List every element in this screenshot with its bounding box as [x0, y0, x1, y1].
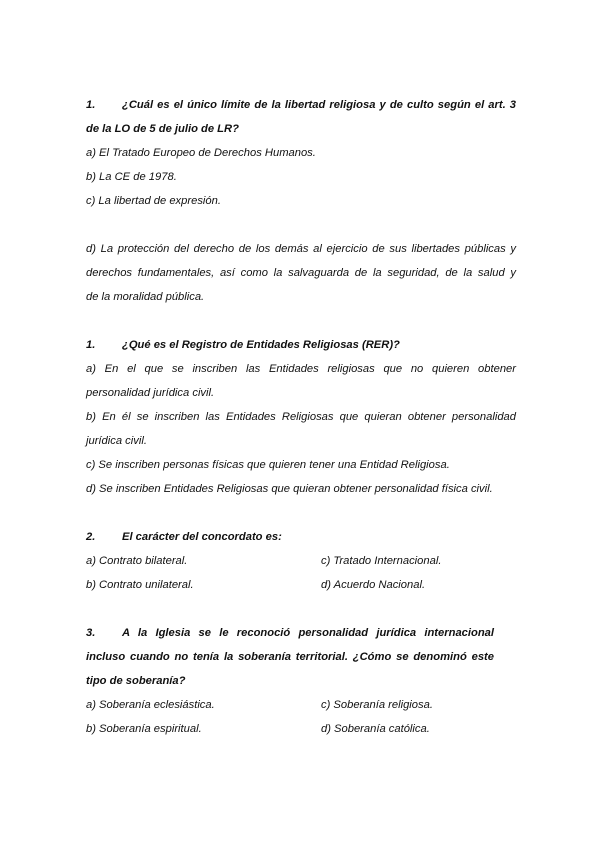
- question-2-option-a-line-1: a) En el que se inscriben las Entidades religiosas que no quieren obtener: [86, 363, 516, 375]
- question-3-option-b: b) Contrato unilateral.: [86, 579, 194, 591]
- question-1-line-1: [86, 98, 516, 112]
- question-1-line-2: de la LO de 5 de julio de LR?: [86, 123, 239, 135]
- question-2-number: 1.: [86, 339, 96, 351]
- question-2-option-a-line-2: personalidad jurídica civil.: [86, 387, 215, 399]
- question-4-number: 3.: [86, 627, 96, 639]
- question-2-text: ¿Qué es el Registro de Entidades Religiosas (RER)?: [122, 339, 400, 351]
- question-1-option-d-line-1: d) La protección del derecho de los demás al ejercicio de sus libertades públicas y: [86, 243, 516, 255]
- question-2-option-b-line-1: b) En él se inscriben las Entidades Religiosas que quieran obtener personalidad: [86, 411, 516, 423]
- question-4-option-d: d) Soberanía católica.: [321, 723, 430, 735]
- question-3-option-d: d) Acuerdo Nacional.: [321, 579, 426, 591]
- question-1-option-d-line-3: de la moralidad pública.: [86, 291, 205, 303]
- question-4-option-b: b) Soberanía espiritual.: [86, 723, 202, 735]
- question-4-option-c: c) Soberanía religiosa.: [321, 699, 433, 711]
- question-1-option-a: a) El Tratado Europeo de Derechos Humanos.: [86, 147, 316, 159]
- question-3-option-a: a) Contrato bilateral.: [86, 555, 188, 567]
- question-2-option-d: d) Se inscriben Entidades Religiosas que quieran obtener personalidad física civil.: [86, 483, 493, 495]
- question-1-option-d-line-2: derechos fundamentales, así como la salvaguarda de la seguridad, de la salud y: [86, 267, 516, 279]
- question-3-option-c: c) Tratado Internacional.: [321, 555, 442, 567]
- question-4-line-3: tipo de soberanía?: [86, 675, 186, 687]
- question-4-option-a: a) Soberanía eclesiástica.: [86, 699, 215, 711]
- question-4-text: A la Iglesia se le reconoció personalidad jurídica internacional: [122, 627, 494, 639]
- question-1-number: 1.: [86, 99, 96, 111]
- question-1-option-b: b) La CE de 1978.: [86, 171, 177, 183]
- question-3-text: El carácter del concordato es:: [122, 531, 282, 543]
- question-2-option-b-line-2: jurídica civil.: [86, 435, 147, 447]
- question-1-option-c: c) La libertad de expresión.: [86, 195, 221, 207]
- question-3-line-1: [86, 530, 516, 544]
- question-4-line-2: incluso cuando no tenía la soberanía territorial. ¿Cómo se denominó este: [86, 651, 494, 663]
- question-3-number: 2.: [86, 531, 96, 543]
- question-1-text: ¿Cuál es el único límite de la libertad religiosa y de culto según el art. 3: [122, 99, 516, 111]
- question-4-line-1: [86, 626, 494, 640]
- question-2-option-c: c) Se inscriben personas físicas que quieren tener una Entidad Religiosa.: [86, 459, 450, 471]
- question-2-line-1: [86, 338, 516, 352]
